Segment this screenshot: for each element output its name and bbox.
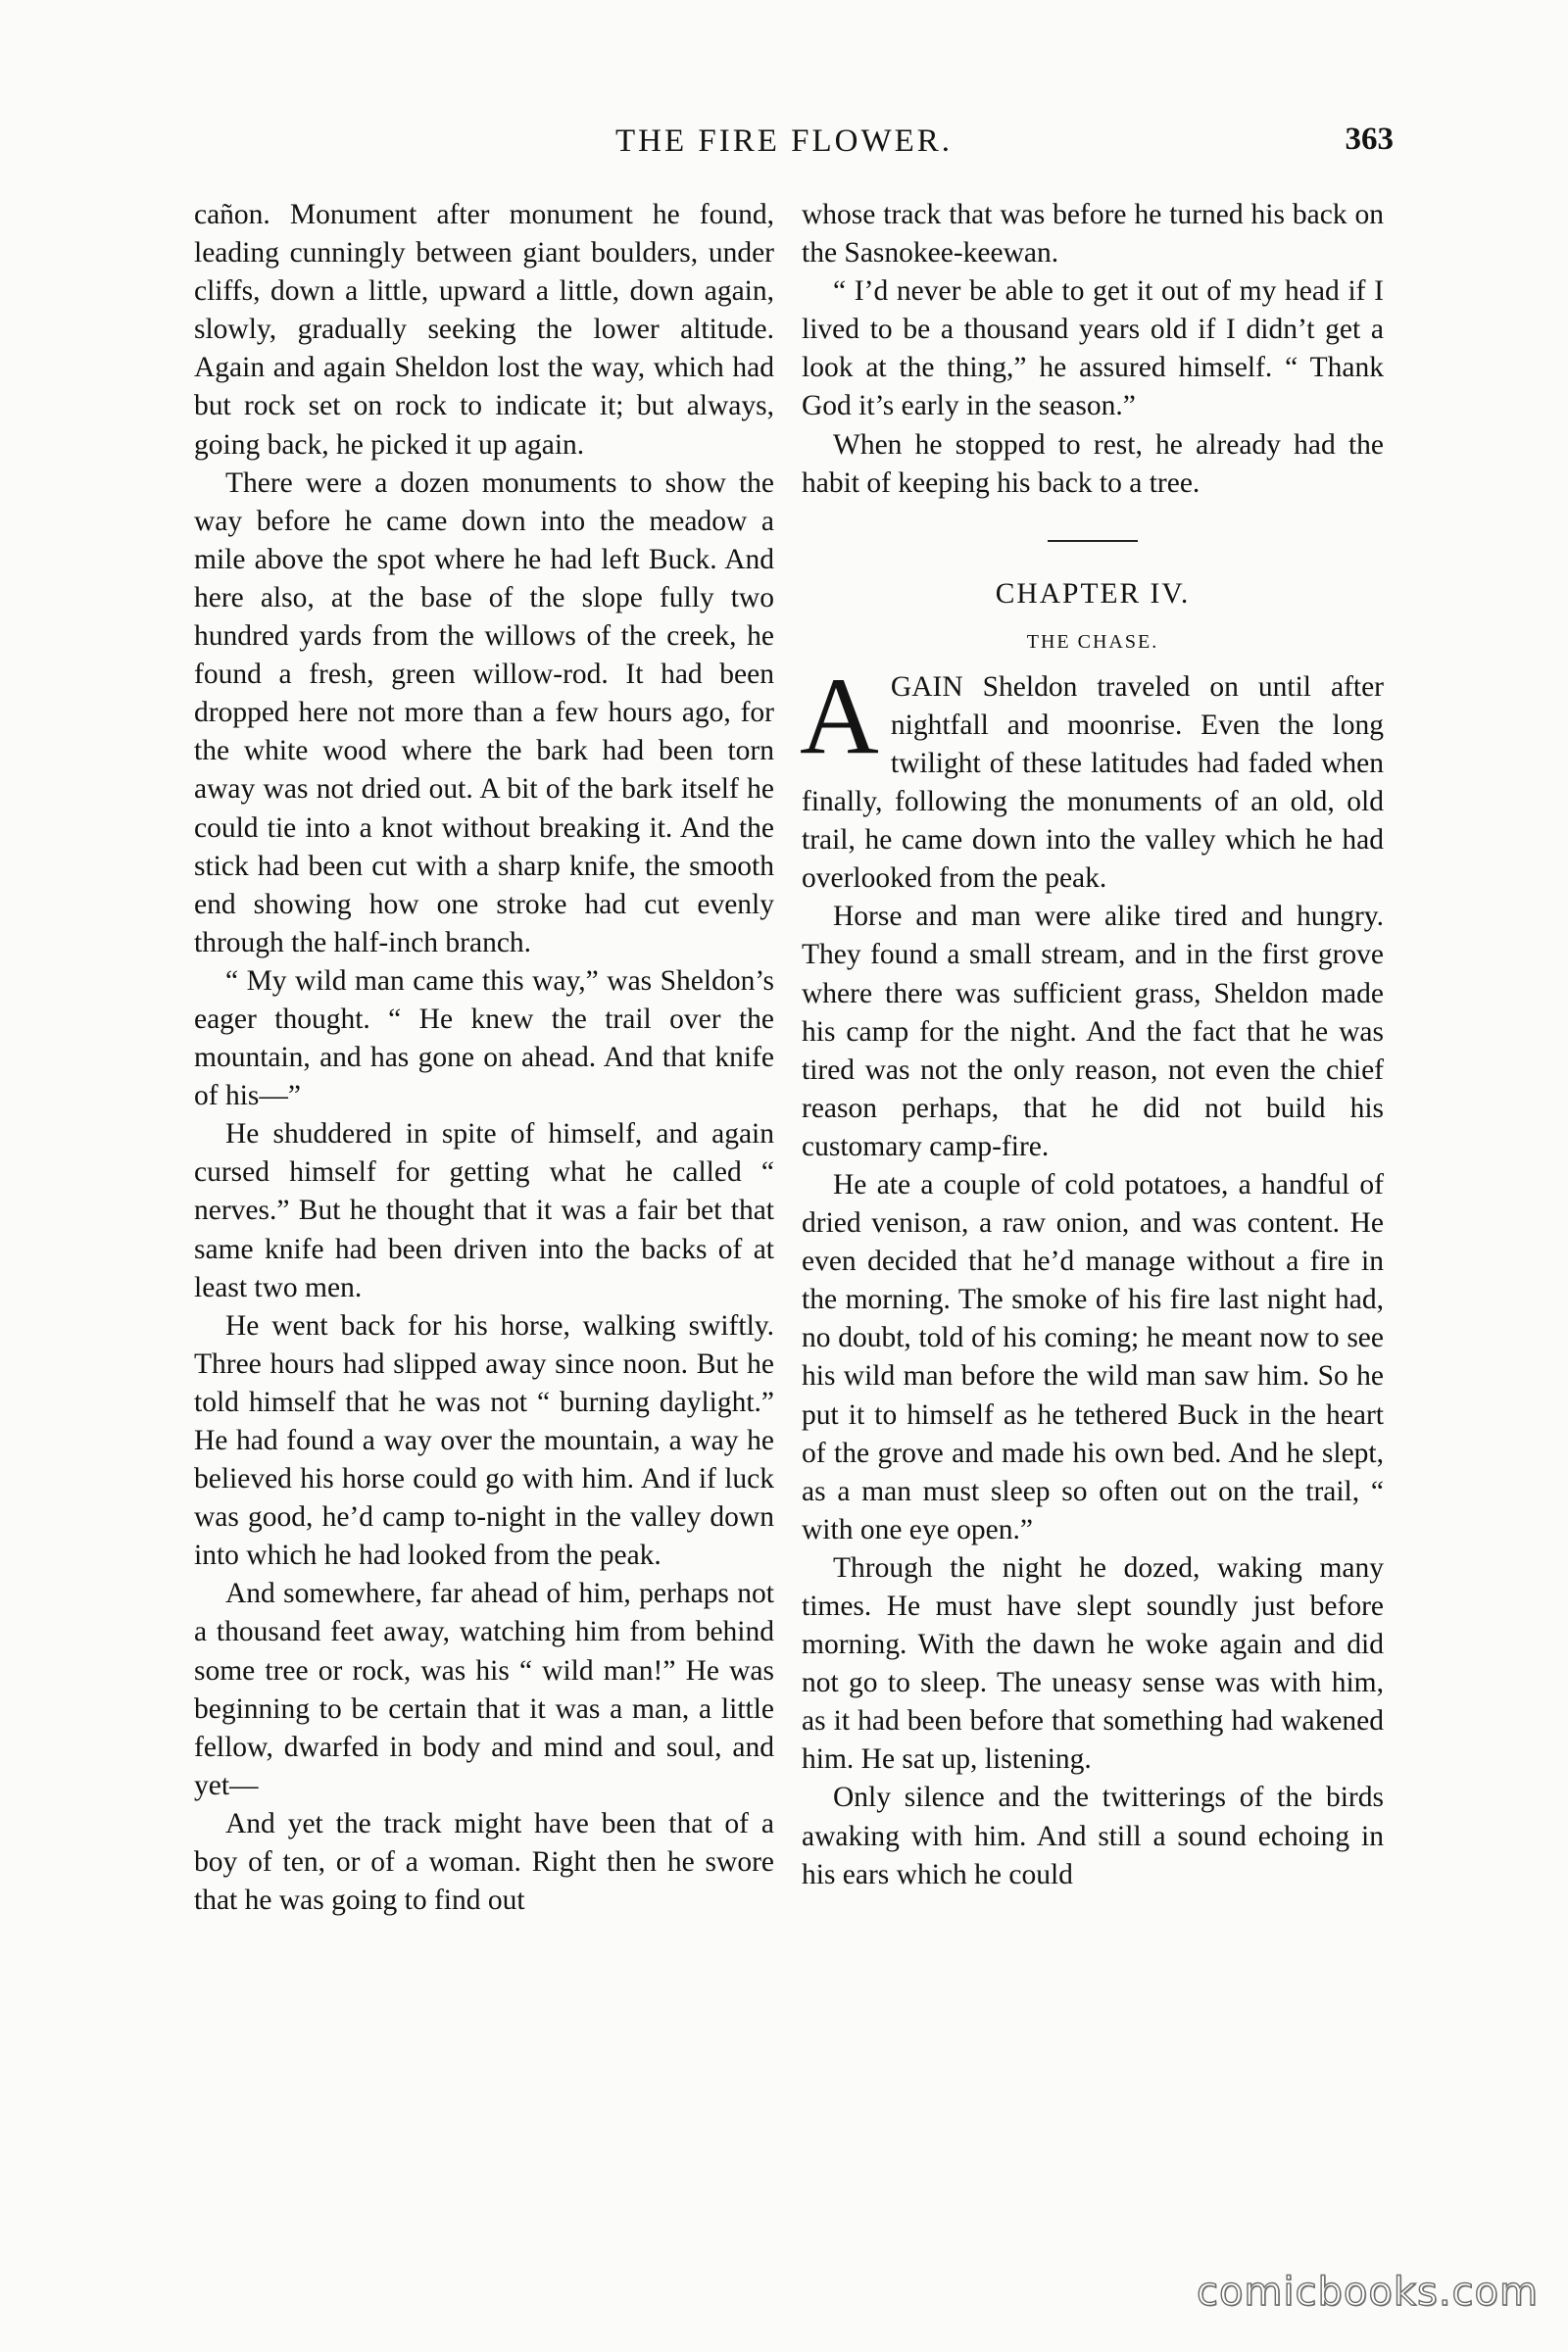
- section-divider: [1048, 540, 1138, 542]
- page-header: [0, 118, 1568, 167]
- chapter-title: CHAPTER IV.: [995, 577, 1191, 610]
- paragraph: And yet the track might have been that of a boy of ten, or of a woman. Right then he swore that he was going to find out: [194, 1807, 774, 1917]
- opening-paragraph: GAIN Sheldon traveled on until after nightfall and moonrise. Even the long twilight of these latitudes had faded when finally, following the monuments of an old, old trail, he came down into the valley which he had overlooked from the peak.: [802, 670, 1384, 895]
- paragraph: He ate a couple of cold potatoes, a handful of dried venison, a raw onion, and was content. He even decided that he’d manage without a fire in the morning. The smoke of his fire last night had, no doubt, told of his coming; he meant now to see his wild man before the wild man saw him. So he put it to himself as he tethered Buck in the heart of the grove and made his own bed. And he slept, as a man must sleep so often out on the trail, “ with one eye open.”: [802, 1168, 1384, 1545]
- paragraph: “ My wild man came this way,” was Sheldon’s eager thought. “ He knew the trail over the mountain, and has gone on ahead. And that knife of his—”: [194, 964, 774, 1112]
- site-watermark: comicbooks.com: [1196, 2270, 1539, 2315]
- paragraph: whose track that was before he turned his back on the Sasnokee-keewan.: [802, 199, 1384, 270]
- right-column: [802, 196, 1384, 1894]
- chapter-opening: [800, 655, 1384, 899]
- paragraph: cañon. Monument after monument he found, leading cunningly between giant boulders, under cliffs, down a little, upward a little, down again, slowly, gradually seeking the lower altitude. Again and again Sheldon lost the way, which had but rock set on rock to indicate it; but always, going back, he picked it up again.: [194, 199, 774, 461]
- paragraph: There were a dozen monuments to show the way before he came down into the meadow a mile above the spot where he had left Buck. And here also, at the base of the slope fully two hundred yards from the willows of the creek, he found a fresh, green willow-rod. It had been dropped here not more than a few hours ago, for the white wood where the bark had been torn away was not dried out. A bit of the bark itself he could tie into a knot without breaking it. And the stick had been cut with a sharp knife, the smooth end showing how one stroke had cut evenly through the half-inch branch.: [194, 466, 774, 958]
- chapter-subtitle: THE CHASE.: [1026, 630, 1159, 653]
- paragraph: He shuddered in spite of himself, and again cursed himself for getting what he called “ nerves.” But he thought that it was a fair bet that same knife had been driven into the backs of at least two men.: [194, 1118, 774, 1303]
- paragraph: Horse and man were alike tired and hungry. They found a small stream, and in the first grove where there was sufficient grass, Sheldon made his camp for the night. And the fact that he was tired was not the only reason, not even the chief reason perhaps, that he did not build his customary camp-fire.: [802, 901, 1384, 1162]
- drop-cap: A: [800, 655, 879, 777]
- paragraph: And somewhere, far ahead of him, perhaps not a thousand feet away, watching him from behind some tree or rock, was his “ wild man!” He was beginning to be certain that it was a man, a little fellow, dwarfed in body and mind and soul, and yet—: [194, 1578, 774, 1801]
- paragraph: He went back for his horse, walking swiftly. Three hours had slipped away since noon. But he told himself that he was not “ burning daylight.” He had found a way over the mountain, a way he believed his horse could go with him. And if luck was good, he’d camp to-night in the valley down into which he had looked from the peak.: [194, 1309, 774, 1572]
- left-column: [194, 196, 774, 1920]
- paragraph: When he stopped to rest, he already had the habit of keeping his back to a tree.: [802, 428, 1384, 499]
- paragraph: Through the night he dozed, waking many times. He must have slept soundly just before morning. With the dawn he woke again and did not go to sleep. The uneasy sense was with him, as it had been before that something had wakened him. He sat up, listening.: [802, 1551, 1384, 1776]
- paragraph: “ I’d never be able to get it out of my head if I lived to be a thousand years old if I didn’t get a look at the thing,” he assured himself. “ Thank God it’s early in the season.”: [802, 275, 1384, 422]
- running-title: THE FIRE FLOWER.: [614, 123, 954, 159]
- paragraph: Only silence and the twitterings of the birds awaking with him. And still a sound echoing in his ears which he could: [802, 1782, 1384, 1890]
- page-number: 363: [1345, 122, 1394, 157]
